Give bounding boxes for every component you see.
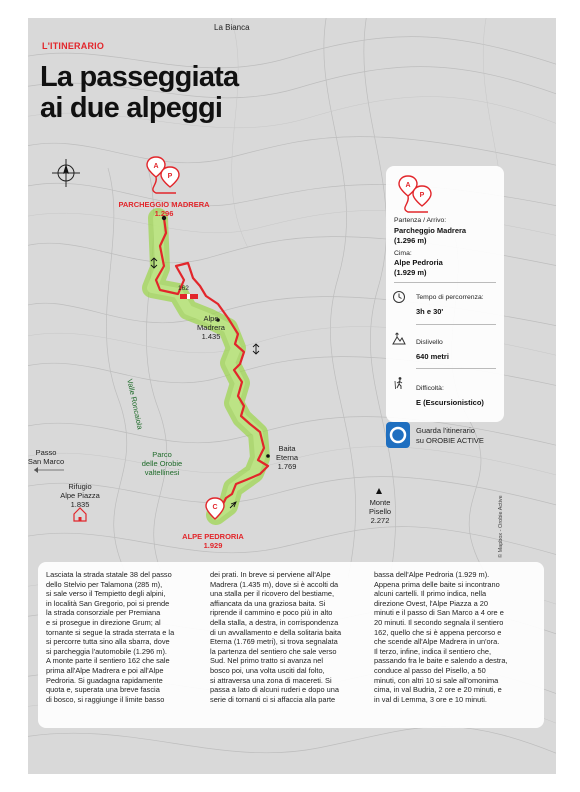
summit-field-value-2: (1.929 m) <box>394 268 427 277</box>
text-line: e si prosegue in direzione Grum; al <box>46 617 161 627</box>
baita-eterna-label <box>264 444 310 471</box>
info-divider <box>416 368 496 369</box>
info-box <box>386 166 504 422</box>
baita-eterna-line-1: Baita <box>278 444 296 453</box>
info-divider <box>416 324 496 325</box>
start-label <box>112 200 216 218</box>
valle-roncaiola-label: Valle Roncaiola <box>125 378 145 431</box>
article-column-1 <box>46 570 206 704</box>
rifugio-altitude: 1.835 <box>70 500 90 509</box>
svg-text:A: A <box>153 163 159 170</box>
summit-label <box>168 532 258 550</box>
text-line: dello Stelvio per Talamona (285 m), <box>46 579 163 589</box>
text-line: in val di Lemma, 3 ore e 10 minuti. <box>374 694 487 704</box>
start-field-value-2: (1.296 m) <box>394 236 427 245</box>
text-line: si attraversa una zona di macereti. Si <box>210 675 332 685</box>
summit-altitude: 1.929 <box>203 541 223 550</box>
time-field-value: 3h e 30' <box>416 307 444 316</box>
rifugio-label <box>54 482 106 509</box>
difficulty-field-value: E (Escursionistico) <box>416 398 484 407</box>
text-line: si parcheggia l'automobile (1.296 m). <box>46 646 167 656</box>
text-line: riprende il cammino e poco più in alto <box>210 608 333 618</box>
clock-icon <box>392 290 406 304</box>
rifugio-line-1: Rifugio <box>68 482 92 491</box>
text-line: cima, in val Budria, 2 ore e 20 minuti, e <box>374 685 502 695</box>
text-line: tornante si segue la strada sterrata e la <box>46 627 175 637</box>
summit-field-label: Cima: <box>394 250 412 257</box>
article-column-3 <box>374 570 538 704</box>
text-line: una stalla per il ricovero del bestiame, <box>210 589 335 599</box>
difficulty-field-label: Difficoltà: <box>416 385 444 392</box>
info-parking-pin-icon <box>398 174 440 214</box>
text-line: minuti, con altri 10 si sale all'omonima <box>374 675 499 685</box>
alpe-madrera-altitude: 1.435 <box>201 332 221 341</box>
time-field-label: Tempo di percorrenza: <box>416 294 484 301</box>
text-line: Eterna (1.769 metri), si trova segnalata <box>210 637 338 647</box>
start-field-value-1: Parcheggio Madrera <box>394 226 467 235</box>
text-line: A monte parte il sentiero 162 che sale <box>46 656 170 666</box>
monte-altitude: 2.272 <box>370 516 390 525</box>
hiker-icon <box>392 376 406 390</box>
text-line: si percorre tutta sino alla sbarra, dove <box>46 637 170 647</box>
text-line: passando fra le baite e salendo a destra, <box>374 656 508 666</box>
text-line: la partenza del sentiero che sale verso <box>210 646 337 656</box>
text-line: prima all'Alpe Madrera e poi all'Alpe <box>46 665 164 675</box>
article-text-box <box>38 562 544 728</box>
monte-line-1: Monte <box>369 498 391 507</box>
passo-line-2: San Marco <box>28 457 65 466</box>
text-line: in località San Gregorio, poi si prende <box>46 598 170 608</box>
text-line: bosco poi, una volta usciti dal folto, <box>210 665 325 675</box>
orobie-logo-icon <box>386 422 410 448</box>
monte-pisello-label <box>360 498 400 525</box>
text-line: di un avvallamento e della solitaria baita <box>210 627 342 637</box>
text-line: direzione Ovest, l'Alpe Piazza a 20 <box>374 598 488 608</box>
summit-name: ALPE PEDRORIA <box>182 532 244 541</box>
orobie-link-text <box>416 426 484 445</box>
parco-line-3: valtellinesi <box>144 468 180 477</box>
parco-line-2: delle Orobie <box>141 459 183 468</box>
text-line: Appena prima delle baite si incontrano <box>374 579 500 589</box>
title-line-1: La passeggiata <box>40 61 239 93</box>
alpe-madrera-line-1: Alpe <box>203 314 219 323</box>
text-line: Pedroria. Si guadagna rapidamente <box>46 675 163 685</box>
elevation-icon <box>392 332 406 346</box>
passo-line-1: Passo <box>35 448 57 457</box>
elevation-field-label: Dislivello <box>416 339 443 346</box>
text-line: Madrera (1.435 m), dove si è accolti da <box>210 579 339 589</box>
page-title <box>40 62 238 124</box>
summit-field-value-1: Alpe Pedroria <box>394 258 443 267</box>
text-line: della stalla, a destra, in corrispondenza <box>210 617 339 627</box>
start-name: PARCHEGGIO MADRERA <box>118 200 210 209</box>
svg-text:P: P <box>167 173 173 180</box>
text-line: alcuni cartelli. Il primo indica, nella <box>374 589 487 599</box>
parking-pin-icon <box>146 155 188 195</box>
text-line: affiancata da una graziosa baita. Si <box>210 598 326 608</box>
elevation-field-value: 640 metri <box>416 352 449 361</box>
svg-text:C: C <box>212 504 218 511</box>
start-field-label: Partenza / Arrivo: <box>394 217 447 224</box>
text-line: serie di tornanti ci si affaccia alla parte <box>210 694 336 704</box>
baita-eterna-altitude: 1.769 <box>277 462 297 471</box>
parco-line-1: Parco <box>152 450 172 459</box>
rifugio-line-2: Alpe Piazza <box>60 491 100 500</box>
alpe-madrera-line-2: Madrera <box>197 323 225 332</box>
monte-line-2: Pisello <box>368 507 392 516</box>
parco-label <box>132 450 192 477</box>
trail-number: 162 <box>178 285 189 292</box>
text-line: quota e, superata una breve fascia <box>46 685 160 695</box>
text-line: 20 minuti. Il secondo segnala il sentiero <box>374 617 504 627</box>
text-line: dei prati. In breve si perviene all'Alpe <box>210 570 331 579</box>
svg-text:A: A <box>405 182 411 189</box>
orobie-link-line-2: su OROBIE ACTIVE <box>416 435 484 445</box>
magazine-page <box>28 18 556 774</box>
title-line-2: ai due alpeggi <box>40 92 223 124</box>
text-line: si sale verso il Tempietto degli alpini, <box>46 589 166 599</box>
text-line: Sud. Nel primo tratto si avanza nel <box>210 656 323 666</box>
baita-eterna-line-2: Eterna <box>275 453 299 462</box>
svg-text:P: P <box>419 192 425 199</box>
alpe-madrera-label <box>188 314 234 341</box>
text-line: minuti e il passo di San Marco a 4 ore e <box>374 608 504 618</box>
text-line: conduce al passo del Pisello, a 50 <box>374 665 486 675</box>
map-credit: © Mapbox - Orobie Active <box>498 495 504 558</box>
start-altitude: 1.296 <box>154 209 174 218</box>
text-line: Lasciata la strada statale 38 del passo <box>46 570 172 579</box>
summit-pin-icon <box>203 496 227 522</box>
text-line: passa a lato di alcuni ruderi e dopo una <box>210 685 340 695</box>
text-line: bassa dell'Alpe Pedroria (1.929 m). <box>374 570 490 579</box>
text-line: che scende all'Alpe Madrera in un'ora. <box>374 637 500 647</box>
text-line: la strada consorziale per Premiana <box>46 608 161 618</box>
text-line: 162, quello che si è appena percorso e <box>374 627 502 637</box>
text-line: Il terzo, infine, indica il sentiero che, <box>374 646 492 656</box>
section-kicker: L'ITINERARIO <box>42 41 105 51</box>
article-column-2 <box>210 570 370 704</box>
info-divider <box>394 282 496 283</box>
text-line: di bosco, si raggiunge il limite basso <box>46 694 165 704</box>
passo-san-marco-label <box>28 448 66 466</box>
place-la-bianca: La Bianca <box>214 23 250 32</box>
orobie-link-line-1: Guarda l'itinerario <box>416 426 475 435</box>
